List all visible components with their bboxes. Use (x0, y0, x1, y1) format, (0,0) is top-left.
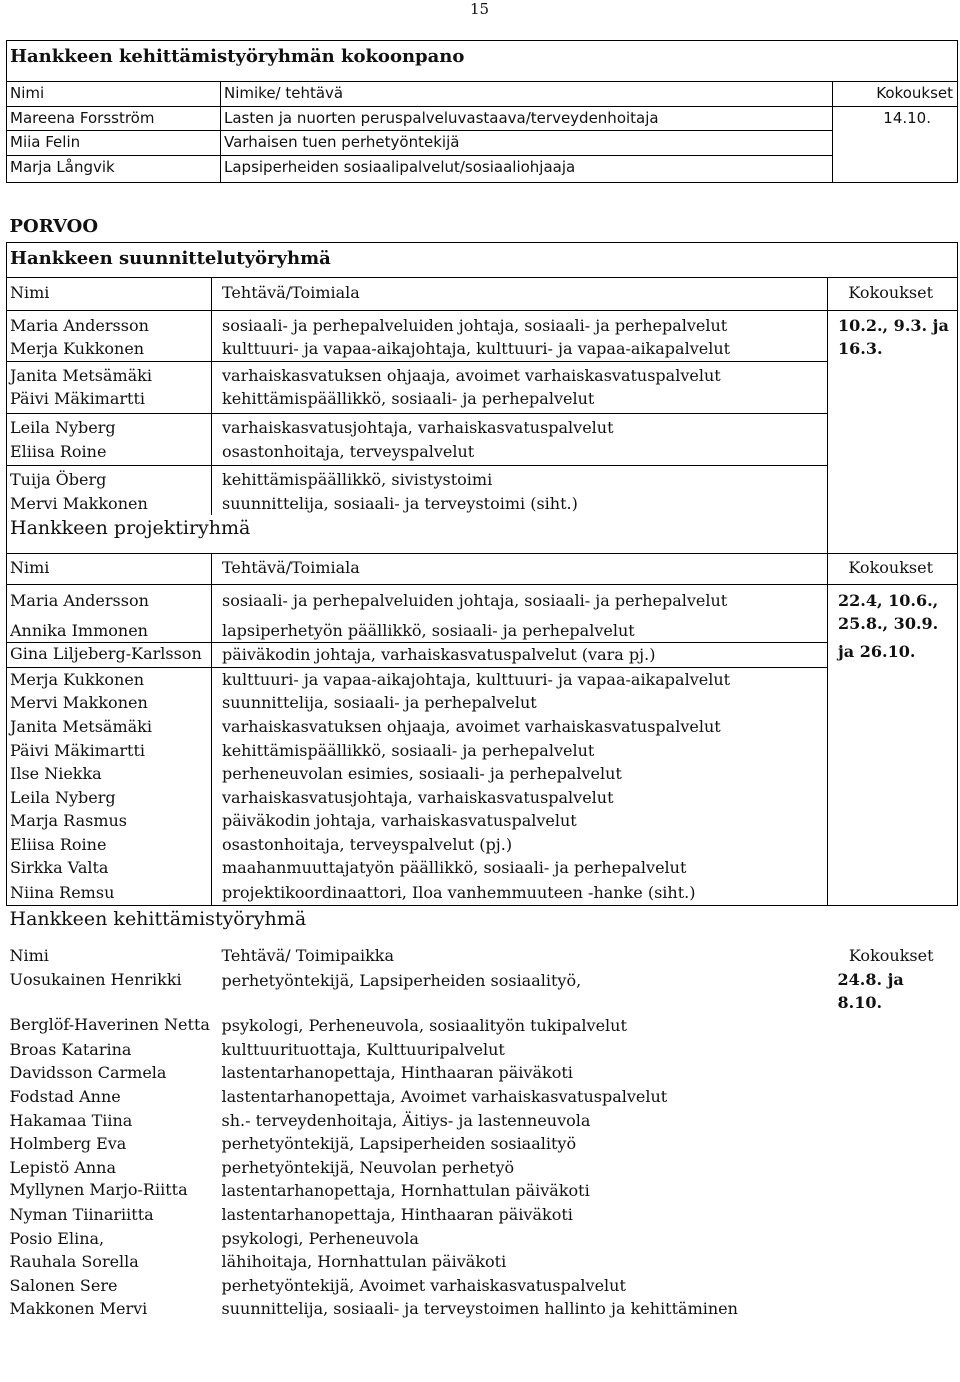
meetings-dates: 16.3. (828, 337, 958, 361)
member-role: sosiaali- ja perhepalveluiden johtaja, sosiaali- ja perhepalvelut (212, 584, 828, 612)
page-number: 15 (470, 0, 490, 18)
member-role: kehittämispäällikkö, sosiaali- ja perhepalvelut (212, 739, 828, 763)
meetings-dates: ja 26.10. (828, 643, 958, 668)
member-role: suunnittelija, sosiaali- ja perhepalvelut (212, 691, 828, 715)
meetings-cell (828, 786, 958, 810)
member-role: lastentarhanopettaja, Hinthaaran päiväkoti (221, 1205, 573, 1224)
member-role: perhetyöntekijä, Lapsiperheiden sosiaalityö, (221, 971, 582, 991)
meetings-cell (828, 440, 958, 466)
member-name: Berglöf-Haverinen Netta (9, 1015, 210, 1035)
header-role: Nimike/ tehtävä (221, 82, 833, 107)
member-role: varhaiskasvatusjohtaja, varhaiskasvatuspalvelut (212, 413, 828, 439)
member-name: Tuija Öberg (7, 466, 212, 492)
meetings-cell (828, 466, 958, 492)
meetings-cell (828, 1250, 958, 1274)
header-name: Nimi (7, 278, 212, 311)
meetings-cell (828, 1061, 958, 1085)
member-role: lastentarhanopettaja, Avoimet varhaiskasvatuspalvelut (221, 1087, 668, 1107)
member-name: Mareena Forsström (7, 106, 221, 131)
member-name: Eliisa Roine (7, 833, 212, 857)
member-name: Päivi Mäkimartti (7, 387, 212, 413)
member-name: Ilse Niekka (7, 762, 212, 786)
meetings-cell (828, 413, 958, 439)
member-name: Davidsson Carmela (9, 1063, 167, 1083)
member-name: Makkonen Mervi (9, 1299, 148, 1319)
member-role: kehittämispäällikkö, sosiaali- ja perhepalvelut (212, 387, 828, 413)
member-role: psykologi, Perheneuvola (221, 1228, 419, 1248)
header-meetings: Kokoukset (828, 554, 958, 585)
member-role: sh.- terveydenhoitaja, Äitiys- ja lastenneuvola (221, 1110, 591, 1130)
member-name: Merja Kukkonen (7, 667, 212, 691)
member-name: Niina Remsu (7, 880, 212, 905)
member-name: Rauhala Sorella (9, 1252, 139, 1272)
header-meetings: Kokoukset (828, 278, 958, 311)
meetings-cell (828, 1179, 958, 1203)
member-name: Päivi Mäkimartti (7, 739, 212, 763)
meetings-cell (828, 1156, 958, 1180)
member-name: Fodstad Anne (9, 1087, 121, 1107)
member-role: varhaiskasvatusjohtaja, varhaiskasvatuspalvelut (212, 786, 828, 810)
member-name: Myllynen Marjo-Riitta (9, 1180, 188, 1200)
member-name: Maria Andersson (7, 584, 212, 612)
member-name: Janita Metsämäki (7, 715, 212, 739)
member-role: Lapsiperheiden sosiaalipalvelut/sosiaaliohjaaja (221, 155, 833, 183)
member-name: Lepistö Anna (9, 1157, 117, 1177)
member-role: päiväkodin johtaja, varhaiskasvatuspalvelut (vara pj.) (212, 643, 828, 668)
member-role: osastonhoitaja, terveyspalvelut (212, 440, 828, 466)
member-role: Varhaisen tuen perhetyöntekijä (221, 131, 833, 156)
meetings-cell (828, 715, 958, 739)
member-role: lapsiperhetyön päällikkö, sosiaali- ja perhepalvelut (212, 613, 828, 643)
meetings-cell (828, 1227, 958, 1251)
member-name: Janita Metsämäki (7, 361, 212, 387)
member-role: varhaiskasvatuksen ohjaaja, avoimet varhaiskasvatuspalvelut (212, 361, 828, 387)
member-name: Sirkka Valta (7, 856, 212, 880)
meetings-cell (828, 1109, 958, 1133)
meetings-line: 24.8. ja (837, 970, 904, 990)
meetings-cell (828, 361, 958, 387)
member-name: Annika Immonen (7, 613, 212, 643)
member-name: Mervi Makkonen (7, 691, 212, 715)
member-role: perhetyöntekijä, Avoimet varhaiskasvatuspalvelut (221, 1275, 626, 1295)
member-name: Hakamaa Tiina (9, 1110, 133, 1130)
member-name: Marja Rasmus (7, 809, 212, 833)
member-role: lastentarhanopettaja, Hornhattulan päiväkoti (221, 1181, 590, 1201)
meetings-dates (828, 969, 958, 1014)
meetings-cell (828, 1014, 958, 1038)
member-name: Mervi Makkonen (7, 492, 212, 516)
member-role: kehittämispäällikkö, sivistystoimi (212, 466, 828, 492)
member-role: projektikoordinaattori, Iloa vanhemmuuteen -hanke (siht.) (212, 880, 828, 905)
member-role: Lasten ja nuorten peruspalveluvastaava/terveydenhoitaja (221, 106, 833, 131)
member-name: Leila Nyberg (7, 786, 212, 810)
member-name: Gina Liljeberg-Karlsson (7, 643, 212, 668)
header-meetings: Kokoukset (848, 945, 934, 965)
meetings-cell (828, 1132, 958, 1156)
meetings-cell (828, 833, 958, 857)
meetings-cell (828, 1038, 958, 1062)
meetings-cell (828, 880, 958, 905)
meetings-cell (833, 131, 958, 156)
city-title: PORVOO (9, 216, 99, 237)
development-group-title: Hankkeen kehittämistyöryhmä (9, 907, 307, 930)
member-role: maahanmuuttajatyön päällikkö, sosiaali- ja perhepalvelut (212, 856, 828, 880)
meetings-cell (828, 1274, 958, 1298)
meetings-cell (828, 1085, 958, 1109)
member-role: sosiaali- ja perhepalveluiden johtaja, sosiaali- ja perhepalvelut (212, 310, 828, 337)
member-name: Salonen Sere (9, 1275, 118, 1295)
header-role: Tehtävä/Toimiala (212, 554, 828, 585)
meetings-dates: 10.2., 9.3. ja (828, 310, 958, 337)
meetings-cell (828, 809, 958, 833)
meetings-dates: 25.8., 30.9. (828, 613, 958, 643)
header-meetings: Kokoukset (833, 82, 958, 107)
member-name: Leila Nyberg (7, 413, 212, 439)
member-role: lastentarhanopettaja, Hinthaaran päiväkoti (221, 1063, 573, 1083)
member-name: Broas Katarina (9, 1039, 132, 1059)
meetings-dates: 14.10. (833, 106, 958, 131)
development-group-table-1 (6, 40, 958, 183)
project-group-title: Hankkeen projektiryhmä (7, 515, 828, 554)
header-name: Nimi (7, 82, 221, 107)
planning-group-title: Hankkeen suunnittelutyöryhmä (7, 243, 958, 278)
member-role: kulttuuri- ja vapaa-aikajohtaja, kulttuuri- ja vapaa-aikapalvelut (212, 337, 828, 361)
meetings-cell (828, 492, 958, 516)
member-role: perheneuvolan esimies, sosiaali- ja perhepalvelut (212, 762, 828, 786)
member-role: osastonhoitaja, terveyspalvelut (pj.) (212, 833, 828, 857)
meetings-cell (828, 691, 958, 715)
member-name: Miia Felin (7, 131, 221, 156)
meetings-cell (828, 762, 958, 786)
meetings-cell (833, 155, 958, 183)
member-name: Holmberg Eva (9, 1134, 127, 1154)
meetings-cell (828, 1297, 958, 1321)
member-role: perhetyöntekijä, Lapsiperheiden sosiaalityö (221, 1134, 577, 1154)
member-role: kulttuuri- ja vapaa-aikajohtaja, kulttuuri- ja vapaa-aikapalvelut (212, 667, 828, 691)
member-role: psykologi, Perheneuvola, sosiaalityön tukipalvelut (221, 1016, 627, 1036)
meetings-line: 8.10. (837, 992, 883, 1012)
member-role: kulttuurituottaja, Kulttuuripalvelut (221, 1039, 505, 1059)
header-name: Nimi (7, 554, 212, 585)
meetings-cell (828, 739, 958, 763)
header-name: Nimi (9, 945, 49, 965)
meetings-cell (828, 515, 958, 554)
member-role: suunnittelija, sosiaali- ja terveystoimi (siht.) (212, 492, 828, 516)
section-title: Hankkeen kehittämistyöryhmän kokoonpano (7, 41, 958, 82)
meetings-cell (828, 1203, 958, 1227)
member-name: Maria Andersson (7, 310, 212, 337)
member-role: suunnittelija, sosiaali- ja terveystoimen hallinto ja kehittäminen (221, 1299, 738, 1319)
member-name: Uosukainen Henrikki (9, 970, 182, 990)
member-role: perhetyöntekijä, Neuvolan perhetyö (221, 1157, 515, 1177)
meetings-cell (828, 387, 958, 413)
member-role: lähihoitaja, Hornhattulan päiväkoti (221, 1252, 507, 1272)
member-role: varhaiskasvatuksen ohjaaja, avoimet varhaiskasvatuspalvelut (212, 715, 828, 739)
member-name: Eliisa Roine (7, 440, 212, 466)
meetings-cell (828, 856, 958, 880)
porvoo-table (6, 210, 958, 1321)
member-role: päiväkodin johtaja, varhaiskasvatuspalvelut (212, 809, 828, 833)
header-role: Tehtävä/Toimiala (212, 278, 828, 311)
member-name: Posio Elina, (9, 1228, 105, 1248)
meetings-dates: 22.4, 10.6., (828, 584, 958, 612)
member-name: Nyman Tiinariitta (9, 1205, 154, 1224)
member-name: Merja Kukkonen (7, 337, 212, 361)
header-role: Tehtävä/ Toimipaikka (221, 945, 395, 965)
member-name: Marja Långvik (7, 155, 221, 183)
meetings-cell (828, 667, 958, 691)
